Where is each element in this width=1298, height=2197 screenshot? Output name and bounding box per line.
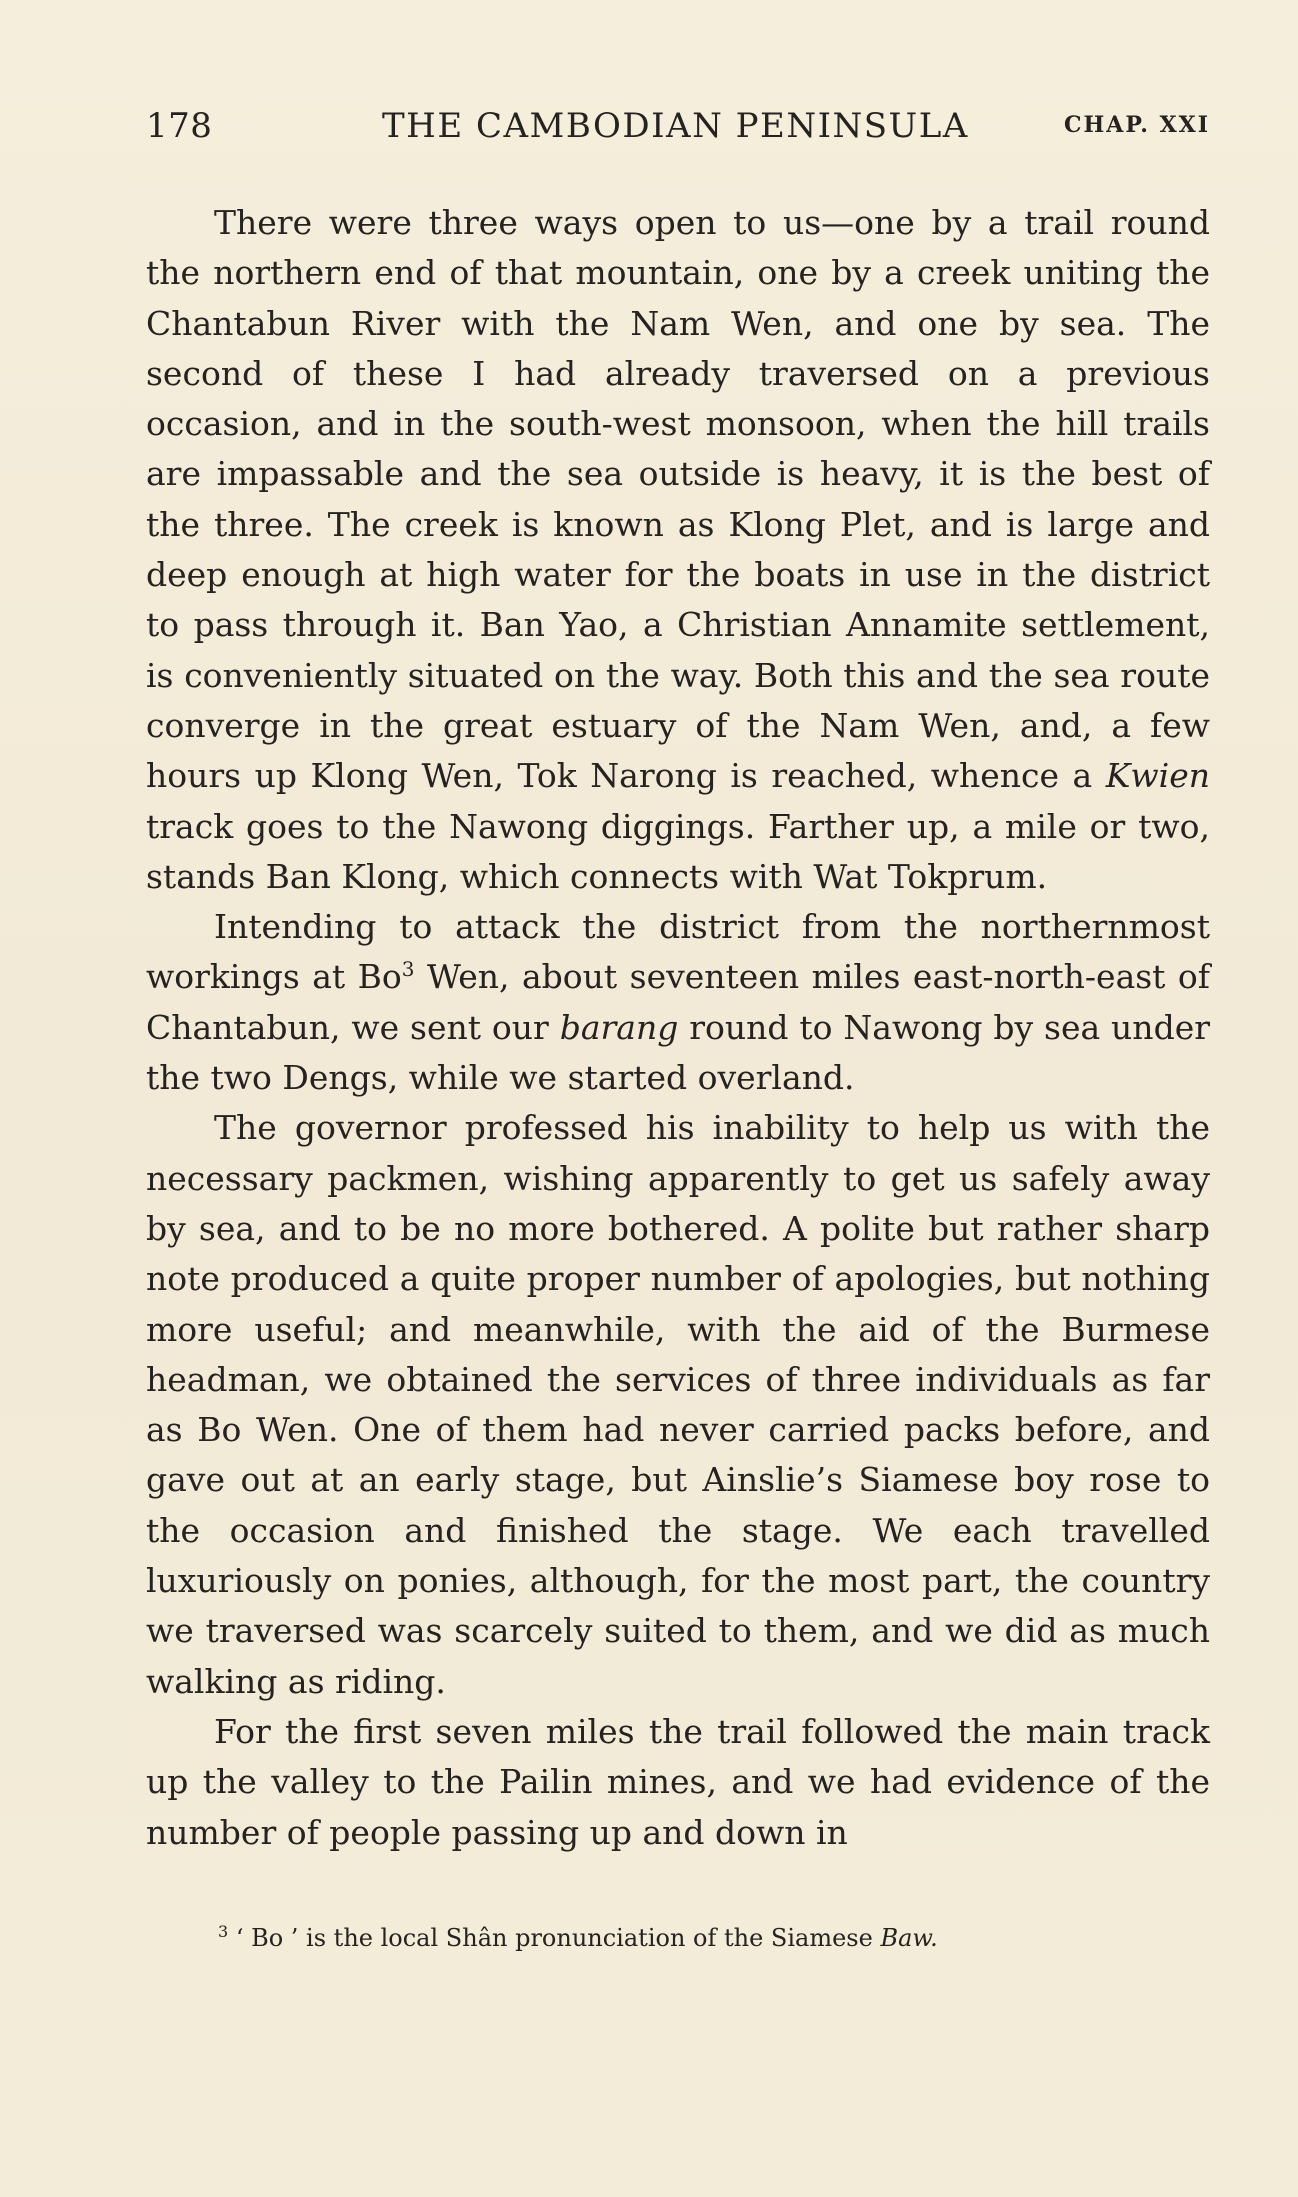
text-segment: Intending to attack the district from the northernmost workings at Bo — [146, 907, 1210, 997]
footnote-marker: 3 — [218, 1922, 229, 1941]
italic-term: barang — [559, 1007, 679, 1047]
text-segment: The governor professed his inability to help us with the necessary packmen, wishing apparently to get us safely away by sea, and to be no more bothered. A polite but rather sharp note produced a quite proper number of apologies, but nothing more useful; and meanwhile, with the aid of the Burmese headman, we obtained the services of three individuals as far as Bo Wen. One of them had never carried packs before, and gave out at an early stage, but Ainslie’s Siamese boy rose to the occasion and finished the stage. We each travelled luxuriously on ponies, although, for the most part, the country we traversed was scarcely suited to them, and we did as much walking as riding. — [146, 1108, 1210, 1701]
footnote-text: ‘ Bo ’ is the local Shân pronunciation of the Siamese — [235, 1924, 881, 1952]
italic-term: Kwien — [1105, 756, 1210, 796]
footnote — [218, 1922, 1218, 1954]
body-text — [146, 198, 1210, 1858]
text-segment: track goes to the Nawong diggings. Farther up, a mile or two, stands Ban Klong, which connects with Wat Tokprum. — [146, 806, 1210, 896]
paragraph — [146, 1707, 1210, 1858]
italic-term: Baw. — [880, 1924, 938, 1952]
footnote-reference[interactable]: 3 — [401, 957, 415, 982]
paragraph — [146, 1103, 1210, 1707]
text-segment: Wen, about seventeen miles east-north-east of Chantabun, we sent our — [146, 957, 1210, 1047]
running-title: THE CAMBODIAN PENINSULA — [382, 106, 969, 146]
chapter-label: CHAP. XXI — [1063, 112, 1210, 138]
paragraph — [146, 198, 1210, 902]
paragraph — [146, 902, 1210, 1103]
text-segment: For the first seven miles the trail followed the main track up the valley to the Pailin mines, and we had evidence of the number of people passing up and down in — [146, 1711, 1210, 1852]
running-header — [146, 106, 1210, 150]
text-segment: There were three ways open to us—one by a trail round the northern end of that mountain, one by a creek uniting the Chantabun River with the Nam Wen, and one by sea. The second of these I had already traversed on a previous occasion, and in the south-west monsoon, when the hill trails are impassable and the sea outside is heavy, it is the best of the three. The creek is known as Klong Plet, and is large and deep enough at high water for the boats in use in the district to pass through it. Ban Yao, a Christian Annamite settlement, is conveniently situated on the way. Both this and the sea route converge in the great estuary of the Nam Wen, and, a few hours up Klong Wen, Tok Narong is reached, whence a — [146, 203, 1210, 796]
page-number: 178 — [146, 106, 213, 146]
text-segment: round to Nawong by sea under the two Dengs, while we started overland. — [146, 1007, 1210, 1098]
